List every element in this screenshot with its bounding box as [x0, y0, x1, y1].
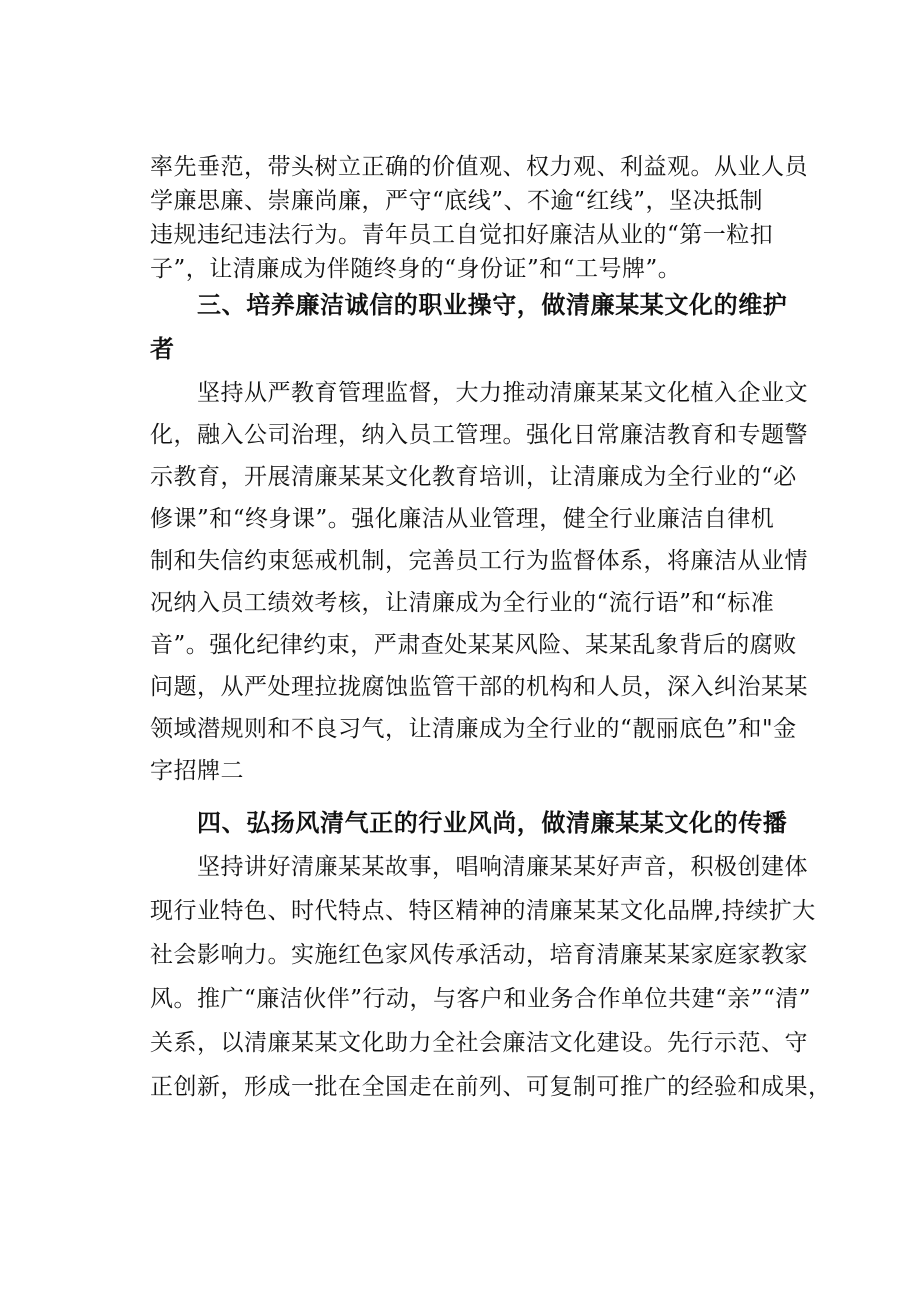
paragraph-1-line-4: 子”，让清廉成为伴随终身的“身份证”和“工号牌”。 — [150, 256, 682, 282]
paragraph-3-line-6: 况纳入员工绩效考核，让清廉成为全行业的“流行语”和“标准 — [150, 590, 775, 616]
paragraph-3-line-3: 示教育，开展清廉某某文化教育培训，让清廉成为全行业的“必 — [150, 464, 797, 490]
paragraph-3-line-5: 制和失信约束惩戒机制，完善员工行为监督体系，将廉洁从业情 — [150, 548, 808, 574]
paragraph-3-line-7: 音”。强化纪律约束，严肃查处某某风险、某某乱象背后的腐败 — [150, 632, 797, 658]
paragraph-4-line-2: 现行业特色、时代特点、特区精神的清廉某某文化品牌,持续扩大 — [150, 898, 816, 924]
section-heading-4-line-1: 四、弘扬风清气正的行业风尚，做清廉某某文化的传播 — [197, 809, 788, 837]
paragraph-3-line-1: 坚持从严教育管理监督，大力推动清廉某某文化植入企业文 — [197, 380, 808, 406]
section-heading-3-line-2: 者 — [150, 335, 175, 363]
paragraph-3-line-2: 化，融入公司治理，纳入员工管理。强化日常廉洁教育和专题警 — [150, 422, 808, 448]
section-heading-3-line-1: 三、培养廉洁诚信的职业操守，做清廉某某文化的维护 — [197, 291, 788, 319]
paragraph-4-line-6: 正创新，形成一批在全国走在前列、可复制可推广的经验和成果， — [150, 1074, 832, 1100]
paragraph-3-line-10: 字招牌二 — [150, 758, 244, 784]
paragraph-4-line-3: 社会影响力。实施红色家风传承活动，培育清廉某某家庭家教家 — [150, 942, 808, 968]
paragraph-4-line-5: 关系，以清廉某某文化助力全社会廉洁文化建设。先行示范、守 — [150, 1030, 808, 1056]
paragraph-1-line-3: 违规违纪违法行为。青年员工自觉扣好廉洁从业的“第一粒扣 — [150, 222, 774, 248]
paragraph-4-line-1: 坚持讲好清廉某某故事，唱响清廉某某好声音，积极创建体 — [197, 854, 808, 880]
paragraph-4-line-4: 风。推广“廉洁伙伴”行动，与客户和业务合作单位共建“亲”“清” — [150, 986, 812, 1012]
paragraph-3-line-8: 问题，从严处理拉拢腐蚀监管干部的机构和人员，深入纠治某某 — [150, 674, 808, 700]
paragraph-3-line-4: 修课”和“终身课”。强化廉洁从业管理，健全行业廉洁自律机 — [150, 506, 775, 532]
paragraph-1-line-2: 学廉思廉、崇廉尚廉，严守“底线”、不逾“红线”，坚决抵制 — [150, 188, 764, 214]
paragraph-3-line-9: 领域潜规则和不良习气，让清廉成为全行业的“靓丽底色”和"金 — [150, 716, 797, 742]
paragraph-1-line-1: 率先垂范，带头树立正确的价值观、权力观、利益观。从业人员 — [150, 154, 808, 180]
